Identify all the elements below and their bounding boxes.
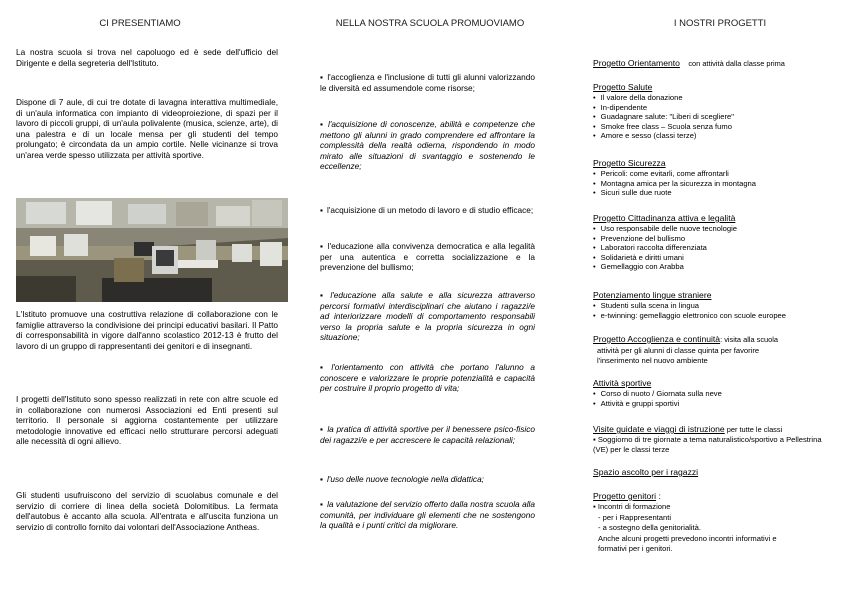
project-genitori-item-text: Incontri di formazione xyxy=(597,502,671,511)
project-sportive-list xyxy=(593,389,828,408)
project-lingue-list xyxy=(593,301,833,320)
project-salute-title-text: Progetto Salute xyxy=(593,82,653,92)
promote-item-2: ▪ l'acquisizione di conoscenze, abilità e competenze che mettono gli alunni in grado comprendere ed affrontare la complessità della realtà odierna, rispondendo in modo mirato alle situazioni di svantaggio e sostenendo le eccellenze; xyxy=(320,119,535,172)
project-accoglienza xyxy=(593,334,778,345)
project-orientamento xyxy=(593,58,785,69)
list-item: • In-dipendente xyxy=(593,103,828,113)
project-genitori-note: : xyxy=(656,491,661,501)
project-lingue-title-text: Potenziamento lingue straniere xyxy=(593,290,712,300)
col1-paragraph-location: La nostra scuola si trova nel capoluogo ed è sede dell'ufficio del Dirigente e della segreteria dell'Istituto. xyxy=(16,47,278,68)
promote-item-5: ▪ l'educazione alla salute e alla sicurezza attraverso percorsi formativi interdisciplinari che aiutano i ragazzi/e ad interiorizzare modelli di comportamento responsabili verso la propria salute e la propria sicurezza in ogni situazione; xyxy=(320,290,535,343)
list-item: • Montagna amica per la sicurezza in montagna xyxy=(593,179,828,189)
col2-heading xyxy=(330,17,530,30)
list-item: • Attività e gruppi sportivi xyxy=(593,399,828,409)
list-item: • Uso responsabile delle nuove tecnologie xyxy=(593,224,828,234)
project-orientamento-note: con attività dalla classe prima xyxy=(688,59,785,68)
project-accoglienza-text: attività per gli alunni di classe quinta per favorire l'inserimento nel nuovo ambiente xyxy=(597,346,760,365)
project-legalita-title-text: Progetto Cittadinanza attiva e legalità xyxy=(593,213,736,223)
list-item: • Prevenzione del bullismo xyxy=(593,234,828,244)
project-viaggi-note: per tutte le classi xyxy=(724,425,783,434)
list-item: • e-twinning: gemellaggio elettronico con scuole europee xyxy=(593,311,833,321)
promote-item-9: ▪ la valutazione del servizio offerto dalla nostra scuola alla comunità, per individuare gli elementi che ne sostengono la qualità e i punti critici da migliorare. xyxy=(320,499,535,531)
project-genitori xyxy=(593,491,661,501)
project-sicurezza-title xyxy=(593,158,666,168)
col1-paragraph-families: L'Istituto promuove una costruttiva relazione di collaborazione con le famiglie attraverso la condivisione dei principi educativi basilari. Il Patto di corresponsabilità in vigore dall'anno scolastico 2012-13 è frutto del lavoro di un gruppo di rappresentanti dei genitori e di insegnanti. xyxy=(16,309,278,351)
project-ascolto-title-text: Spazio ascolto per i ragazzi xyxy=(593,467,699,477)
list-item: • Solidarietà e diritti umani xyxy=(593,253,828,263)
list-item: • Guadagnare salute: "Liberi di scegliere" xyxy=(593,112,828,122)
project-viaggi-text xyxy=(593,435,833,454)
promote-item-4: ▪ l'educazione alla convivenza democratica e alla legalità per una autentica e corretta socializzazione e la prevenzione del bullismo; xyxy=(320,241,535,273)
classroom-photo xyxy=(16,198,288,302)
col1-paragraph-facilities: Dispone di 7 aule, di cui tre dotate di lavagna interattiva multimediale, di un'aula informatica con impianto di videoproiezione, di spazi per il lavoro di piccoli gruppi, di un'aula polivalente (musica, scienze, arte), di una palestra e di un locale mensa per gli studenti del tempo prolungato; è circondata da un ampio cortile. Nelle vicinanze si trova un'area verde spesso utilizzata per attività sportive. xyxy=(16,97,278,160)
project-accoglienza-note: : visita alla scuola xyxy=(720,335,779,344)
project-viaggi-title: Visite guidate e viaggi di istruzione xyxy=(593,424,725,434)
list-item: • Sicuri sulle due ruote xyxy=(593,188,828,198)
project-orientamento-title: Progetto Orientamento xyxy=(593,58,680,68)
project-sportive-title xyxy=(593,378,651,388)
project-salute-title xyxy=(593,82,652,92)
project-ascolto-title xyxy=(593,467,698,477)
bullet-icon: ▪ xyxy=(593,502,596,511)
project-sicurezza-title-text: Progetto Sicurezza xyxy=(593,158,666,168)
project-sportive-title-text: Attività sportive xyxy=(593,378,652,388)
project-viaggi xyxy=(593,424,782,435)
promote-item-8: ▪ l'uso delle nuove tecnologie nella didattica; xyxy=(320,474,535,485)
project-salute-list xyxy=(593,93,828,141)
promote-item-7: ▪ la pratica di attività sportive per il benessere psico-fisico dei ragazzi/e e per accrescere le capacità relazionali; xyxy=(320,424,535,445)
promote-item-6: ▪ l'orientamento con attività che portano l'alunno a conoscere e valorizzare le proprie potenzialità e capacità per costruire il proprio progetto di vita; xyxy=(320,362,535,394)
project-genitori-text: Anche alcuni progetti prevedono incontri informativi e formativi per i genitori. xyxy=(598,534,777,553)
bullet-icon: ▪ xyxy=(593,435,596,444)
project-genitori-line-1: - per i Rappresentanti xyxy=(598,513,672,522)
project-genitori-title: Progetto genitori xyxy=(593,491,657,501)
list-item: • Corso di nuoto / Giornata sulla neve xyxy=(593,389,828,399)
project-genitori-line-2: - a sostegno della genitorialità. xyxy=(598,523,702,532)
list-item: • Gemellaggio con Arabba xyxy=(593,262,828,272)
col1-heading: CI PRESENTIAMO xyxy=(99,18,181,29)
project-sicurezza-list xyxy=(593,169,828,198)
col3-heading: I NOSTRI PROGETTI xyxy=(673,18,767,29)
project-legalita-list xyxy=(593,224,828,272)
col1-paragraph-transport: Gli studenti usufruiscono del servizio di scuolabus comunale e del servizio di corriere di linea della società Dolomitibus. La fermata dell'autobus è accanto alla scuola. All'entrata e all'uscita funziona un servizio di controllo fornito dai volontari dell'Associazione Antheas. xyxy=(16,490,278,532)
col2-heading-text: NELLA NOSTRA SCUOLA PROMUOVIAMO xyxy=(335,18,525,29)
col1-paragraph-projects: I progetti dell'Istituto sono spesso realizzati in rete con altre scuole ed in collaborazione con numerosi Associazioni ed Enti presenti sul territorio. Il personale si aggiorna costantemente per utilizzare metodologie innovative ed efficaci nello strutturare percorsi adeguati alle necessità di ogni allievo. xyxy=(16,394,278,447)
project-legalita-title xyxy=(593,213,735,223)
project-genitori-item xyxy=(593,502,828,512)
list-item: • Pericoli: come evitarli, come affrontarli xyxy=(593,169,828,179)
project-lingue-title xyxy=(593,290,711,300)
list-item: • Laboratori raccolta differenziata xyxy=(593,243,828,253)
list-item: • Il valore della donazione xyxy=(593,93,828,103)
list-item: • Studenti sulla scena in lingua xyxy=(593,301,833,311)
project-viaggi-text-content: Soggiorno di tre giornate a tema naturalistico/sportivo a Pellestrina (VE) per le classi terze xyxy=(593,435,822,454)
promote-item-3: ▪ l'acquisizione di un metodo di lavoro e di studio efficace; xyxy=(320,205,535,216)
project-accoglienza-title: Progetto Accoglienza e continuità xyxy=(593,334,721,344)
promote-item-1: ▪ l'accoglienza e l'inclusione di tutti gli alunni valorizzando le diversità ed assumendole come risorse; xyxy=(320,72,535,93)
list-item: • Smoke free class – Scuola senza fumo xyxy=(593,122,828,132)
list-item: • Amore e sesso (classi terze) xyxy=(593,131,828,141)
